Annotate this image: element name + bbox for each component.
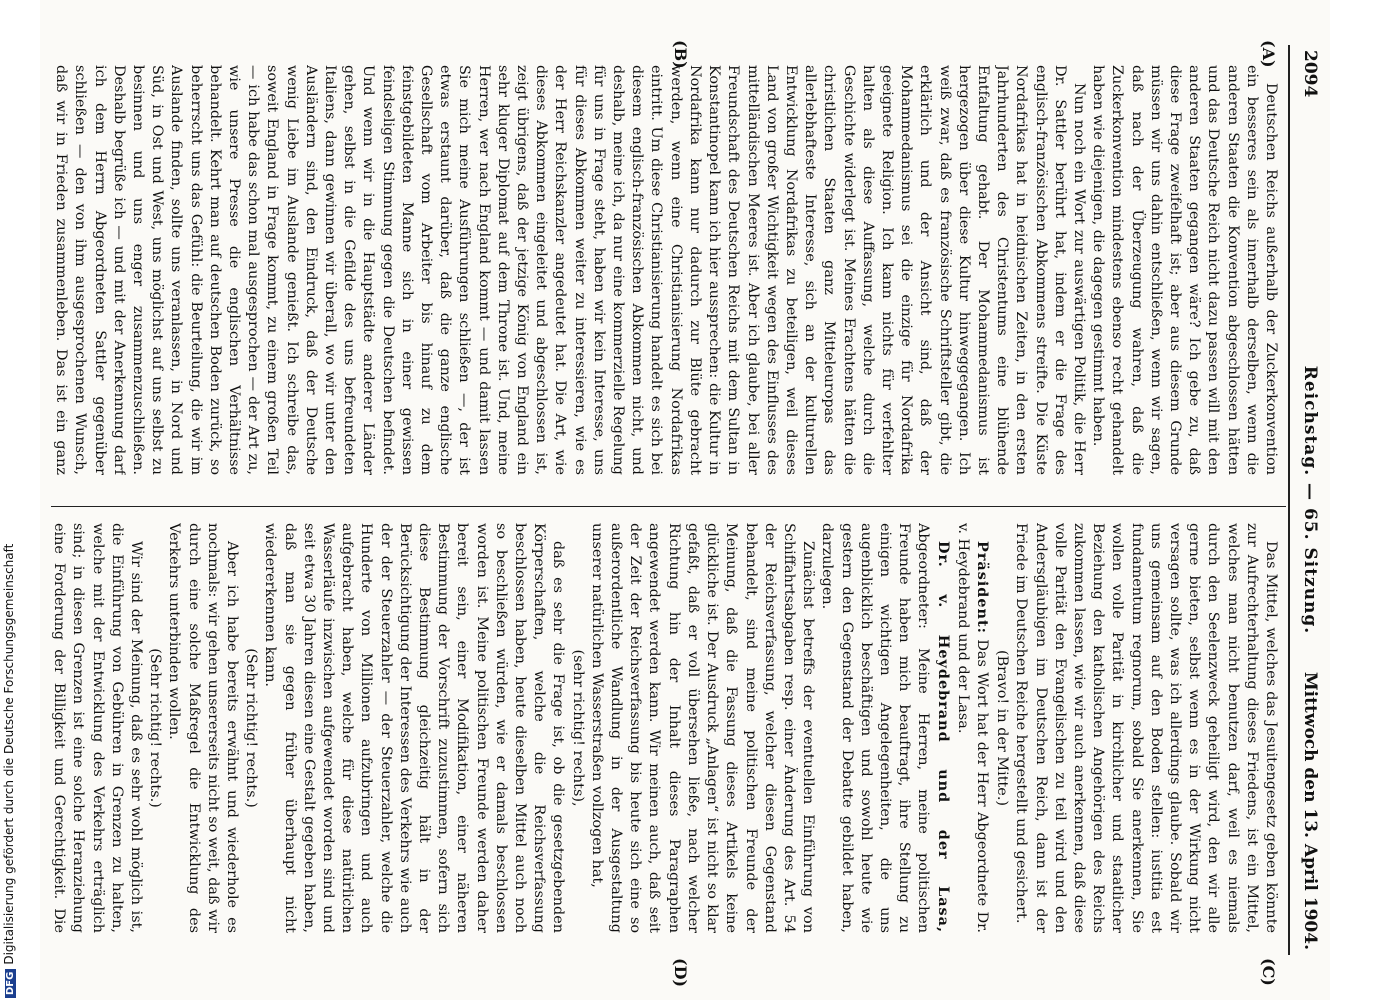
page-number: 2094 xyxy=(1300,50,1320,98)
reaction: (sehr richtig! rechts), xyxy=(569,649,586,807)
paragraph: Wir sind der Meinung, daß es sehr wohl möglich ist, die Einführung von Gebühren in Grenzen zu halten, welche mit der Entwicklung des Verkehrs erträglich sind; in diesen Grenzen ist eine solche Heranziehung eine Forderung der Billigkeit und Gerechtigkeit. Die xyxy=(51,523,145,933)
reaction: (Sehr richtig! rechts.) xyxy=(243,648,260,808)
header-rule xyxy=(1288,45,1290,955)
digitization-credit-strip xyxy=(0,0,22,1000)
paragraph: Das Mittel, welches das Jesuitengesetz geben könnte zur Aufrechterhaltung dieses Friedens, ist ein Mittel, welches man nicht benutzen darf, weil es niemals durch den Seelenzweck geheiligt wird, den wir alle gerne bieten, selbst wenn es in der Wirkung nicht versagen sollte, was ich allerdings glaube. Sobald wir uns gemeinsam auf den Boden stellen: iustitia est fundamentum regnorum, sobald Sie anerkennen, Sie wollen volle Parität in kirchlicher und staatlicher Beziehung den katholischen Angehörigen des Reichs zukommen lassen, wie wir auch anerkennen, daß diese volle Parität den Evangelischen zu teil wird und den Andersgläubigen im Deutschen Reich, dann ist der Friede im Deutschen Reiche hergestellt und gesichert. xyxy=(1013,523,1279,933)
digitization-credit-text: Digitalisierung gefördert durch die Deutsche Forschungsgemeinschaft xyxy=(2,543,16,965)
president-text: Das Wort hat der Herr Abgeordnete Dr. v. Heydebrand und der Lasa. xyxy=(954,523,990,933)
president-remark xyxy=(953,523,992,933)
margin-letter-d: (D) xyxy=(671,958,690,988)
paragraph: Aber ich habe bereits erwähnt und wiederhole es nochmals: wir gehen unsererseits nicht so weit, daß wir durch eine solche Maßregel die Entwicklung des Verkehrs unterbinden wollen. xyxy=(166,523,241,933)
speech-text: Abgeordneter: Meine Herren, meine politischen Freunde haben mich beauftragt, ihre Stellung zu einigen wichtigen Angelegenheiten, die uns augenblicklich beschäftigen und sowohl heute wie gestern den Gegenstand der Debatte gebildet haben, darzulegen. xyxy=(819,523,932,933)
column-divider xyxy=(51,506,1286,507)
digitization-credit xyxy=(2,543,16,998)
margin-letter-b: (B) xyxy=(671,40,690,69)
paragraph: Zunächst betreffs der eventuellen Einführung von Schiffahrtsabgaben resp. einer Änderung des Art. 54 der Reichsverfassung, welcher diesen Gegenstand behandelt, sind meine politischen Freunde der Meinung, daß die Fassung dieses Artikels keine glückliche ist. Der Ausdruck „Anlagen“ ist nicht so klar gefaßt, daß er voll übersehen ließe, nach welcher Richtung hin der Inhalt dieses Paragraphen angewendet werden kann. Wir meinen auch, daß seit der Zeit der Reichsverfassung bis heute sich eine so außerordentliche Wandlung in der Ausgestaltung unserer natürlichen Wasserstraßen vollzogen hat, xyxy=(588,523,817,933)
speaker-label: Präsident: xyxy=(973,541,991,634)
right-column xyxy=(50,523,1280,933)
left-column xyxy=(50,65,1280,475)
dfg-logo-icon: DFG xyxy=(5,969,16,998)
reaction: (Sehr richtig! rechts.) xyxy=(147,648,164,808)
scanned-page xyxy=(40,0,1330,1000)
header-date: Mittwoch den 13. April 1904. xyxy=(1300,671,1320,950)
paragraph: Nun noch ein Wort zur auswärtigen Politik, die Herr Dr. Sattler berührt hat, indem er die Frage des englisch-französischen Abkommens streifte. Die Küste Nordafrikas hat in heidnischen Zeiten, in den ersten Jahrhunderten des Christentums eine blühende Entfaltung gehabt. Der Mohammedanismus ist hergezogen über diese Kultur hinweggegangen. Ich weiß zwar, daß es französische Schriftsteller gibt, die erklärlich und der Ansicht sind, daß der Mohammedanismus sei die einzige für Nordafrika geeignete Religion. Ich kann nichts für verfehlter halten als diese Auffassung, welche durch die Geschichte widerlegt ist. Meines Erachtens hätten die christlichen Staaten ganz Mitteleuropas das allerlebhafteste Interesse, sich an der kulturellen Entwicklung Nordafrikas zu beteiligen, weil dieses Land von großer Wichtigkeit wegen des Einflusses des mittelländischen Meeres ist. Aber ich glaube, bei aller Freundschaft des Deutschen Reichs mit dem Sultan in Konstantinopel kann ich hier aussprechen: die Kultur in Nordafrika kann nur dadurch zur Blüte gebracht werden, wenn eine Christianisierung Nordafrikas eintritt. Um diese Christianisierung handelt es sich bei diesem englisch-französischen Abkommen nicht, und deshalb, meine ich, da nur eine kommerzielle Regelung für uns in Frage steht, haben wir kein Interesse, uns für dieses Abkommen weiter zu interessieren, wie es der Herr Reichskanzler angedeutet hat. Die Art, wie dieses Abkommen eingeleitet und abgeschlossen ist, zeigt übrigens, daß der jetzige König von England ein sehr kluger Diplomat auf dem Throne ist. Und, meine Herren, wer nach England kommt — und damit lassen Sie mich meine Ausführungen schließen —, der ist etwas erstaunt darüber, daß die ganze englische Gesellschaft vom Arbeiter bis hinauf zu dem feinstgebildeten Manne sich in einer gewissen feindseligen Stimmung gegen die Deutschen befindet. Und wenn wir in die Hauptstädte anderer Länder gehen, selbst in die Gefilde des uns befreundeten Italiens, dann gewinnen wir überall, wo wir unter den Ausländern sind, den Eindruck, daß der Deutsche wenig Liebe im Auslande genießt. Ich schreibe das, soweit England in Frage kommt, zu einem großen Teil — ich habe das schon mal ausgesprochen — der Art zu, wie unsere Presse die englischen Verhältnisse behandelt. Kehrt man auf deutschen Boden zurück, so beherrscht uns das Gefühl: die Beurteilung, die wir im Auslande finden, sollte uns veranlassen, in Nord und Süd, in Ost und West, uns möglichst auf uns selbst zu besinnen und uns enger zusammenzuschließen. Deshalb begrüße ich — und mit der Anerkennung darf ich dem Herrn Abgeordneten Sattler gegenüber schließen — den von ihm ausgesprochenen Wunsch, daß wir in Frieden zusammenleben. Das ist ein ganz xyxy=(53,65,1087,475)
speech-opening xyxy=(817,523,952,933)
page-header xyxy=(1294,50,1324,950)
running-title: Reichstag. — 65. Sitzung. xyxy=(1300,365,1320,635)
paragraph: Deutschen Reichs außerhalb der Zuckerkonvention ein besseres sein als innerhalb derselben, wenn die anderen Staaten die Konvention abgeschlossen hätten und das Deutsche Reich nicht dazu passen will mit den anderen Staaten gegangen wäre? Ich gebe zu, daß diese Frage zweifelhaft ist; aber aus diesem Grunde müssen wir uns dahin entschließen, wenn wir sagen, daß nach der Überzeugung wahren, daß die Zuckerkonvention mindestens ebenso recht gehandelt haben wie diejenigen, die dagegen gestimmt haben. xyxy=(1090,65,1279,475)
margin-letter-a: (A) xyxy=(1259,40,1278,68)
reaction: (Bravo! in der Mitte.) xyxy=(994,649,1011,807)
margin-letter-c: (C) xyxy=(1259,958,1278,986)
speaker-label: Dr. v. Heydebrand und der Lasa, xyxy=(934,541,952,933)
paragraph: daß es sehr die Frage ist, ob die gesetzgebenden Körperschaften, welche die Reichsverfassung beschlossen haben, heute dieselben Mittel auch noch so beschließen würden, wie er damals beschlossen worden ist. Meine politischen Freunde werden daher bereit sein, einer Modifikation, einer näheren Bestimmung der Vorschrift zuzustimmen, sofern sich diese Bestimmung gleichzeitig hält in der Berücksichtigung der Interessen des Verkehrs wie auch der der Steuerzahler — der Steuerzahler, welche die Hunderte von Millionen aufzubringen und auch aufgebracht haben, welche für diese natürlichen Wasserläufe inzwischen aufgewendet worden sind und seit etwa 30 Jahren diesen eine Gestalt gegeben haben, daß man sie gegen früher überhaupt nicht wiedererkennen kann. xyxy=(262,523,567,933)
